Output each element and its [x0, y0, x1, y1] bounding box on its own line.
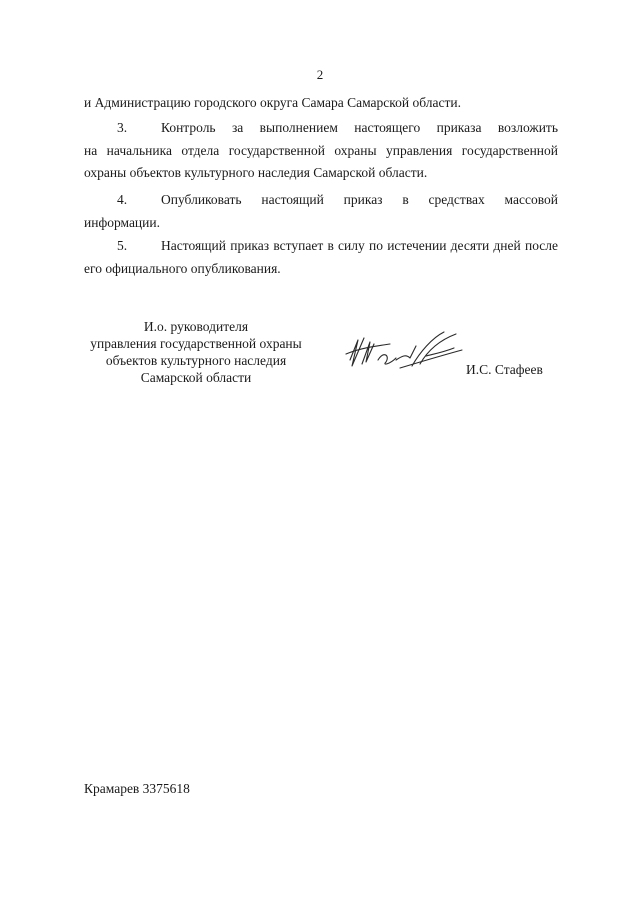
paragraph-first-line: [84, 189, 558, 212]
paragraph-3: [84, 117, 558, 185]
signer-name: И.С. Стафеев: [466, 362, 543, 377]
signatory-title-line: Самарской области: [140, 370, 252, 385]
paragraph-line: его официального опубликования.: [84, 260, 281, 276]
paragraph-line: информации.: [84, 214, 160, 230]
paragraph-line: охраны объектов культурного наследия Самарской области.: [84, 165, 428, 180]
executor-note: Крамарев 3375618: [84, 781, 190, 796]
paragraph-first-line: [84, 117, 558, 140]
signatory-title-line: управления государственной охраны: [90, 336, 302, 351]
paragraph-line: Настоящий приказ вступает в силу по истечении десяти дней после: [161, 238, 558, 253]
signatory-title-line: И.о. руководителя: [143, 319, 249, 334]
paragraph-first-line: [84, 235, 558, 258]
paragraph-line: на начальника отдела государственной охраны управления государственной: [84, 142, 558, 158]
paragraph-intro: [84, 92, 558, 115]
paragraph-4: [84, 189, 558, 234]
signatory-title-line: объектов культурного наследия: [105, 353, 287, 368]
paragraph-line: Опубликовать настоящий приказ в средствах массовой: [161, 192, 558, 207]
paragraph-line: Контроль за выполнением настоящего приказа возложить: [161, 120, 558, 135]
paragraph-number: 5.: [117, 238, 128, 253]
handwritten-signature: [340, 326, 470, 374]
paragraph-5: [84, 235, 558, 280]
signatory-title: [84, 318, 308, 386]
paragraph-number: 3.: [117, 120, 128, 135]
paragraph-number: 4.: [117, 192, 128, 207]
paragraph-line: и Администрацию городского округа Самара Самарской области.: [84, 95, 462, 110]
page-number: 2: [316, 67, 324, 82]
